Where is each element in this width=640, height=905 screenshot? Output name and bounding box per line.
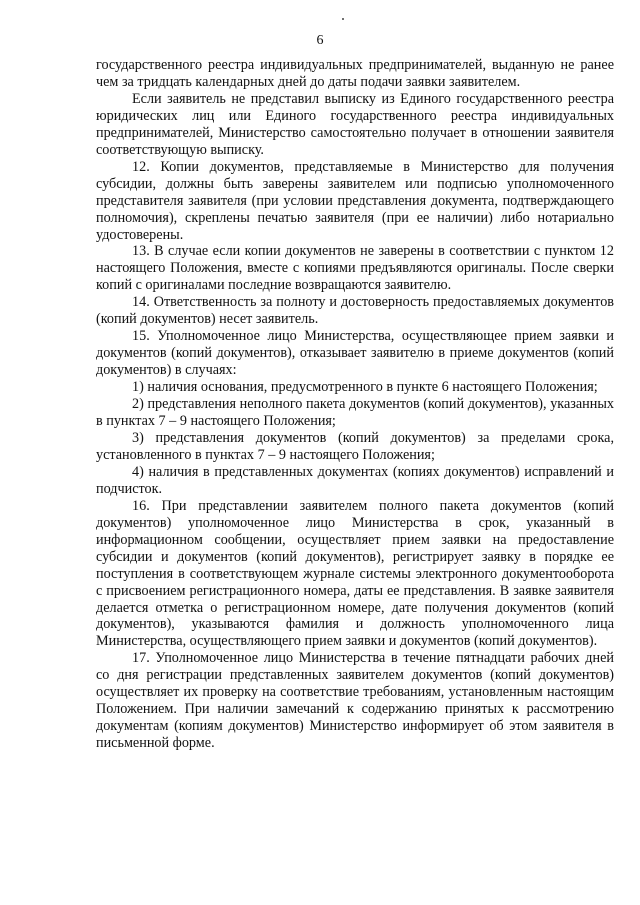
- paragraph-item-13: 13. В случае если копии документов не заверены в соответствии с пунктом 12 настоящего Положения, вместе с копиями предъявляются оригиналы. После сверки копий с оригиналами последние возвращаются заявителю.: [96, 243, 614, 294]
- paragraph-item-15-4: 4) наличия в представленных документах (копиях документов) исправлений и подчисток.: [96, 463, 614, 497]
- paragraph-item-17: 17. Уполномоченное лицо Министерства в течение пятнадцати рабочих дней со дня регистрации представленных заявителем документов (копий документов) осуществляет их проверку на соответствие требованиям, установленным настоящим Положением. При наличии замечаний к содержанию принятых к рассмотрению документам (копиям документов) Министерство информирует об этом заявителя в письменной форме.: [96, 650, 614, 752]
- scan-speck: [342, 18, 344, 20]
- paragraph-continuation: государственного реестра индивидуальных предпринимателей, выданную не ранее чем за тридцать календарных дней до даты подачи заявки заявителем.: [96, 57, 614, 90]
- paragraph-item-14: 14. Ответственность за полноту и достоверность предоставляемых документов (копий документов) несет заявитель.: [96, 294, 614, 328]
- paragraph-egr-extract: Если заявитель не представил выписку из Единого государственного реестра юридических лиц или Единого государственного реестра индивидуальных предпринимателей, Министерство самостоятельно получает в отношении заявителя соответствующую выписку.: [96, 90, 614, 158]
- paragraph-item-15-3: 3) представления документов (копий документов) за пределами срока, установленного в пунктах 7 – 9 настоящего Положения;: [96, 429, 614, 463]
- paragraph-item-15-2: 2) представления неполного пакета документов (копий документов), указанных в пунктах 7 – 9 настоящего Положения;: [96, 396, 614, 430]
- paragraph-item-16: 16. При представлении заявителем полного пакета документов (копий документов) уполномоченное лицо Министерства в срок, указанный в информационном сообщении, осуществляет прием заявки на предоставление субсидии и документов (копий документов), регистрирует заявку в порядке ее поступления в соответствующем журнале системы электронного документооборота с присвоением регистрационного номера, даты ее представления. В заявке заявителя делается отметка о регистрационном номере, дате получения документов (копий документов), указываются фамилия и должность уполномоченного лица Министерства, осуществляющего прием заявки и документов (копий документов).: [96, 497, 614, 650]
- paragraph-item-15-1: 1) наличия основания, предусмотренного в пункте 6 настоящего Положения;: [132, 379, 598, 396]
- document-body: [96, 57, 614, 752]
- paragraph-item-15: 15. Уполномоченное лицо Министерства, осуществляющее прием заявки и документов (копий документов), отказывает заявителю в приеме документов (копий документов) в случаях:: [96, 328, 614, 379]
- page-number: 6: [316, 33, 324, 48]
- paragraph-item-12: 12. Копии документов, представляемые в Министерство для получения субсидии, должны быть заверены заявителем или подписью уполномоченного представителя заявителя (при условии представления документа, подтверждающего полномочия), скреплены печатью заявителя (при ее наличии) либо нотариально удостоверены.: [96, 158, 614, 243]
